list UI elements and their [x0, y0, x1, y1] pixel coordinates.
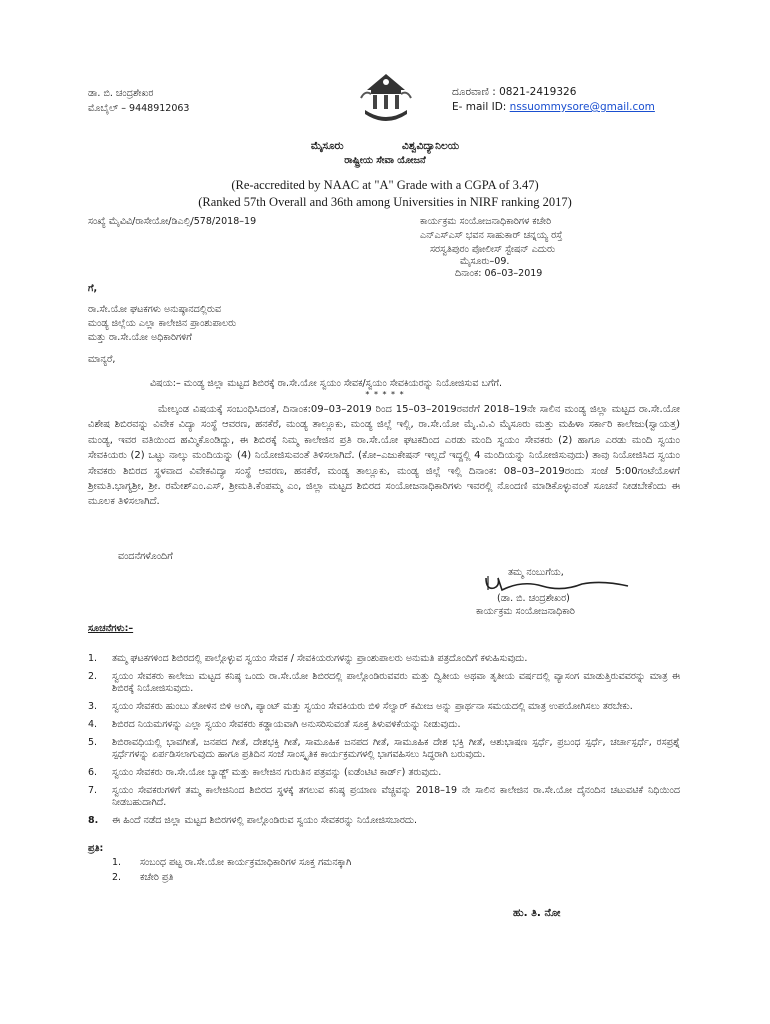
addressee-line-3: ಮತ್ತು ರಾ.ಸೇ.ಯೋ ಅಧಿಕಾರಿಗಳಿಗೆ — [88, 332, 192, 343]
reference-number: ಸಂಖ್ಯೆ ಮೈವಿವಿ/ರಾಸೇಯೋ/ಡಿಎಲ್ಸಿ/578/2018–19 — [88, 216, 257, 227]
accreditation-line: (Re-accredited by NAAC at "A" Grade with a CGPA of 3.47) — [231, 178, 539, 192]
subject-line: ವಿಷಯ:– ಮಂಡ್ಯ ಜಿಲ್ಲಾ ಮಟ್ಟದ ಶಿಬಿರಕ್ಕೆ ರಾ.ಸೇ.ಯೋ ಸ್ವಯಂ ಸೇವಕ/ಸ್ವಯಂ ಸೇವಕಿಯರನ್ನು ನಿಯೋಜಿಸುವ ಬಗೆಗೆ. — [150, 378, 503, 389]
letter-date: ದಿನಾಂಕ: 06–03–2019 — [455, 268, 543, 279]
university-name: ಮೈಸೂರು ವಿಶ್ವವಿದ್ಯಾನಿಲಯ — [310, 140, 460, 152]
salutation: ಮಾನ್ಯರೆ, — [88, 354, 116, 365]
initials: ಹು. ತಿ. ನೋ — [513, 907, 561, 919]
university-emblem-icon — [357, 68, 415, 130]
copy-heading: ಪ್ರತಿ: — [88, 843, 104, 854]
list-item: 3. ಸ್ವಯಂ ಸೇವಕರು ಹುಂಬು ತೋಳಿನ ಬಿಳಿ ಅಂಗಿ, ಪ್ಯಾಂಟ್ ಮತ್ತು ಸ್ವಯಂ ಸೇವಕಿಯರು ಬಿಳಿ ಸೆಲ್ವಾರ್ ಕಮೀಜ ಅನ್ನು ಪ್ರಾರ್ಥನಾ ಸಮಯದಲ್ಲಿ ಮಾತ್ರ ಉಪಯೋಗಿಸಲು ತರಬೇಕು. — [88, 701, 633, 712]
copy-item-2-number: 2. — [112, 872, 122, 883]
office-line-3: ಸರಸ್ವತಿಪುರಂ ಪೋಲೀಸ್ ಸ್ಟೇಷನ್ ಎದುರು — [430, 244, 556, 255]
copy-item-1: ಸಂಬಂಧ ಪಟ್ಟ ರಾ.ಸೇ.ಯೋ ಕಾರ್ಯಕ್ರಮಾಧಿಕಾರಿಗಳ ಸೂಕ್ತ ಗಮನಕ್ಕಾಗಿ — [140, 857, 352, 868]
signatory-name: (ಡಾ. ಬಿ. ಚಂದ್ರಶೇಖರ) — [497, 593, 570, 604]
office-line-4: ಮೈಸೂರು–09. — [460, 256, 510, 267]
notes-list — [88, 653, 680, 833]
body-text: ಮೇಲ್ಕಂಡ ವಿಷಯಕ್ಕೆ ಸಂಬಂಧಿಸಿದಂತೆ, ದಿನಾಂಕ:09–03–2019 ರಿಂದ 15–03–2019ರವರೆಗೆ 2018–19ನೇ ಸಾಲಿನ ಮಂಡ್ಯ ಜಿಲ್ಲಾ ಮಟ್ಟದ ರಾ.ಸೇ.ಯೋ ವಿಶೇಷ ಶಿಬಿರವನ್ನು ವಿವೇಕ ವಿದ್ಯಾ ಸಂಸ್ಥೆ ಆವರಣ, ಹನಕೆರೆ, ಮಂಡ್ಯ ತಾಲ್ಲೂಕು, ಮಂಡ್ಯ ಜಿಲ್ಲೆ ಇಲ್ಲಿ, ರಾ.ಸೇ.ಯೋ ಮೈ.ವಿ.ವಿ ಮೈಸೂರು ಮತ್ತು ಮಹಿಳಾ ಸರ್ಕಾರಿ ಕಾಲೇಜು(ಸ್ವಾಯತ್ತ) ಮಂಡ್ಯ, ಇವರ ವತಿಯಿಂದ ಹಮ್ಮಿಕೊಂಡಿದ್ದು, ಈ ಶಿಬಿರಕ್ಕೆ ನಿಮ್ಮ ಕಾಲೇಜಿನ ಪ್ರತಿ ರಾ.ಸೇ.ಯೋ ಘಟಕದಿಂದ ಎರಡು ಮಂದಿ ಸ್ವಯಂ ಸೇವಕರು (2) ಹಾಗೂ ಎರಡು ಮಂದಿ ಸ್ವಯಂ ಸೇವಕಿಯರು (2) ಒಟ್ಟು ನಾಲ್ಕು ಮಂದಿಯನ್ನು (4) ನಿಯೋಜಿಸುವಂತೆ ತಿಳಿಸಲಾಗಿದೆ. (ಕೋ–ಎಜುಕೇಷನ್ ಇಲ್ಲದೆ ಇದ್ದಲ್ಲಿ 4 ಮಂದಿಯನ್ನು ನಿಯೋಜಿಸುವುದು) ತಾವು ನಿಯೋಜಿಸಿದ ಸ್ವಯಂ ಸೇವಕರು ಶಿಬಿರದ ಸ್ಥಳವಾದ ವಿವೇಕವಿದ್ಯಾ ಸಂಸ್ಥೆ ಆವರಣ, ಹನಕೆರೆ, ಮಂಡ್ಯ ತಾಲ್ಲೂಕು, ಮಂಡ್ಯ ಜಿಲ್ಲೆ ಇಲ್ಲಿ ದಿನಾಂಕ: 08–03–2019ರಂದು ಸಂಜೆ 5:00ಗಂಟೆಯೊಳಗೆ ಶ್ರೀಮತಿ.ಭಾಗ್ಯಶ್ರೀ, ಶ್ರೀ. ರಮೇಶ್ಎಂ.ಎಸ್, ಶ್ರೀಮತಿ.ಕೆಂಪಮ್ಮ ಎಂ, ಜಿಲ್ಲಾ ಮಟ್ಟದ ಶಿಬಿರದ ಸಂಯೋಜನಾಧಿಕಾರಿಗಳು ಇವರಲ್ಲಿ ನೊಂದಣಿ ಮಾಡಿಕೊಳ್ಳುವಂತೆ ಸೂಚನೆ ನೀಡಬೇಕೆಂದು ಈ ಮೂಲಕ ತಿಳಿಸಲಾಗಿದೆ. — [88, 404, 680, 508]
phone-number: ದೂರವಾಣಿ : 0821-2419326 — [452, 86, 577, 98]
nss-title: ರಾಷ್ಟ್ರೀಯ ಸೇವಾ ಯೋಜನೆ — [344, 155, 426, 166]
sender-name: ಡಾ. ಬಿ. ಚಂದ್ರಶೇಖರ — [88, 88, 154, 99]
body-paragraph — [88, 402, 680, 510]
list-item: 1. ತಮ್ಮ ಘಟಕಗಳಿಂದ ಶಿಬಿರದಲ್ಲಿ ಪಾಲ್ಗೊಳ್ಳುವ ಸ್ವಯಂ ಸೇವಕ / ಸೇವಕಿಯರುಗಳನ್ನು ಪ್ರಾಂಶುಪಾಲರು ಅನುಮತಿ ಪತ್ರದೊಂದಿಗೆ ಕಳುಹಿಸುವುದು. — [88, 653, 528, 664]
notes-heading: ಸೂಚನೆಗಳು:– — [88, 623, 134, 634]
regards-line: ವಂದನೆಗಳೊಂದಿಗೆ — [118, 551, 173, 562]
signatory-designation: ಕಾರ್ಯಕ್ರಮ ಸಂಯೋಜನಾಧಿಕಾರಿ — [476, 606, 575, 617]
addressee-line-1: ರಾ.ಸೇ.ಯೋ ಘಟಕಗಳು ಅನುಷ್ಠಾನದಲ್ಲಿರುವ — [88, 304, 222, 315]
email-line — [452, 101, 655, 113]
list-item: 7. ಸ್ವಯಂ ಸೇವಕರುಗಳಿಗೆ ತಮ್ಮ ಕಾಲೇಜಿನಿಂದ ಶಿಬಿರದ ಸ್ಥಳಕ್ಕೆ ತಗಲುವ ಕನಿಷ್ಠ ಪ್ರಯಾಣ ವೆಚ್ಚವನ್ನು 2018–19 ನೇ ಸಾಲಿನ ಕಾಲೇಜಿನ ರಾ.ಸೇ.ಯೋ ದೈನಂದಿನ ಚಟುವಟಿಕೆ ನಿಧಿಯಿಂದ ನೀಡಬಹುದಾಗಿದೆ. — [88, 785, 680, 808]
list-item: 5. ಶಿಬಿರಾವಧಿಯಲ್ಲಿ ಭಾವಗೀತೆ, ಜನಪದ ಗೀತೆ, ದೇಶಭಕ್ತಿ ಗೀತೆ, ಸಾಮೂಹಿಕ ಜನಪದ ಗೀತೆ, ಸಾಮೂಹಿಕ ದೇಶ ಭಕ್ತಿ ಗೀತೆ, ಆಶುಭಾಷಣ ಸ್ಪರ್ಧೆ, ಪ್ರಬಂಧ ಸ್ಪರ್ಧೆ, ಚರ್ಚಾಸ್ಪರ್ಧೆ, ರಸಪ್ರಶ್ನೆ ಸ್ಪರ್ಧೆಗಳನ್ನು ಏರ್ಪಡಿಸಲಾಗುವುದು ಹಾಗೂ ಪ್ರತಿದಿನ ಸಂಜೆ ಸಾಂಸ್ಕೃತಿಕ ಕಾರ್ಯಕ್ರಮಗಳಲ್ಲಿ ಭಾಗವಹಿಸಲು ಸಿದ್ಧರಾಗಿ ಬರುವುದು. — [88, 737, 680, 760]
office-line-1: ಕಾರ್ಯಕ್ರಮ ಸಂಯೋಜನಾಧಿಕಾರಿಗಳ ಕಚೇರಿ — [420, 216, 552, 227]
copy-item-2: ಕಚೇರಿ ಪ್ರತಿ — [140, 872, 174, 883]
sender-mobile: ಮೊಬೈಲ್ – 9448912063 — [88, 103, 190, 114]
to-label: ಗೆ, — [88, 283, 98, 294]
ranking-line: (Ranked 57th Overall and 36th among Universities in NIRF ranking 2017) — [198, 195, 572, 209]
addressee-line-2: ಮಂಡ್ಯ ಜಿಲ್ಲೆಯ ಎಲ್ಲಾ ಕಾಲೇಜಿನ ಪ್ರಾಂಶುಪಾಲರು — [88, 318, 237, 329]
office-line-2: ಎನ್ಎಸ್ಎಸ್ ಭವನ ಸಾಹುಕಾರ್ ಚನ್ನಯ್ಯ ರಸ್ತೆ — [420, 230, 563, 241]
list-item: 2. ಸ್ವಯಂ ಸೇವಕರು ಕಾಲೇಜು ಮಟ್ಟದ ಕನಿಷ್ಠ ಒಂದು ರಾ.ಸೇ.ಯೋ ಶಿಬಿರದಲ್ಲಿ ಪಾಲ್ಗೊಂಡಿರುವವರು ಮತ್ತು ದ್ವಿತೀಯ ಅಥವಾ ತೃತೀಯ ವರ್ಷದಲ್ಲಿ ವ್ಯಾಸಂಗ ಮಾಡುತ್ತಿರುವವರನ್ನು ಮಾತ್ರ ಈ ಶಿಬಿರಕ್ಕೆ ನಿಯೋಜಿಸುವುದು. — [88, 671, 680, 694]
separator-stars: * * * * * — [365, 390, 405, 399]
signature-icon — [482, 572, 632, 594]
email-link[interactable]: nssuommysore@gmail.com — [509, 101, 655, 113]
list-item: 8. ಈ ಹಿಂದೆ ನಡೆದ ಜಿಲ್ಲಾ ಮಟ್ಟದ ಶಿಬಿರಗಳಲ್ಲಿ ಪಾಲ್ಗೊಂಡಿರುವ ಸ್ವಯಂ ಸೇವಕರನ್ನು ನಿಯೋಜಿಸಬಾರದು. — [88, 815, 418, 826]
list-item: 4. ಶಿಬಿರದ ನಿಯಮಗಳನ್ನು ಎಲ್ಲಾ ಸ್ವಯಂ ಸೇವಕರು ಕಡ್ಡಾಯವಾಗಿ ಅನುಸರಿಸುವಂತೆ ಸೂಕ್ತ ತಿಳುವಳಿಕೆಯನ್ನು ನೀಡುವುದು. — [88, 719, 461, 730]
copy-item-1-number: 1. — [112, 857, 122, 868]
email-label: E- mail ID: — [452, 101, 507, 113]
list-item: 6. ಸ್ವಯಂ ಸೇವಕರು ರಾ.ಸೇ.ಯೋ ಬ್ಯಾಡ್ಜ್ ಮತ್ತು ಕಾಲೇಜಿನ ಗುರುತಿನ ಪತ್ರವನ್ನು (ಐಡೆಂಟಿಟಿ ಕಾರ್ಡ್) ತರುವುದು. — [88, 767, 442, 778]
yours-faithfully: ತಮ್ಮ ನಂಬುಗೆಯ, — [508, 567, 564, 578]
